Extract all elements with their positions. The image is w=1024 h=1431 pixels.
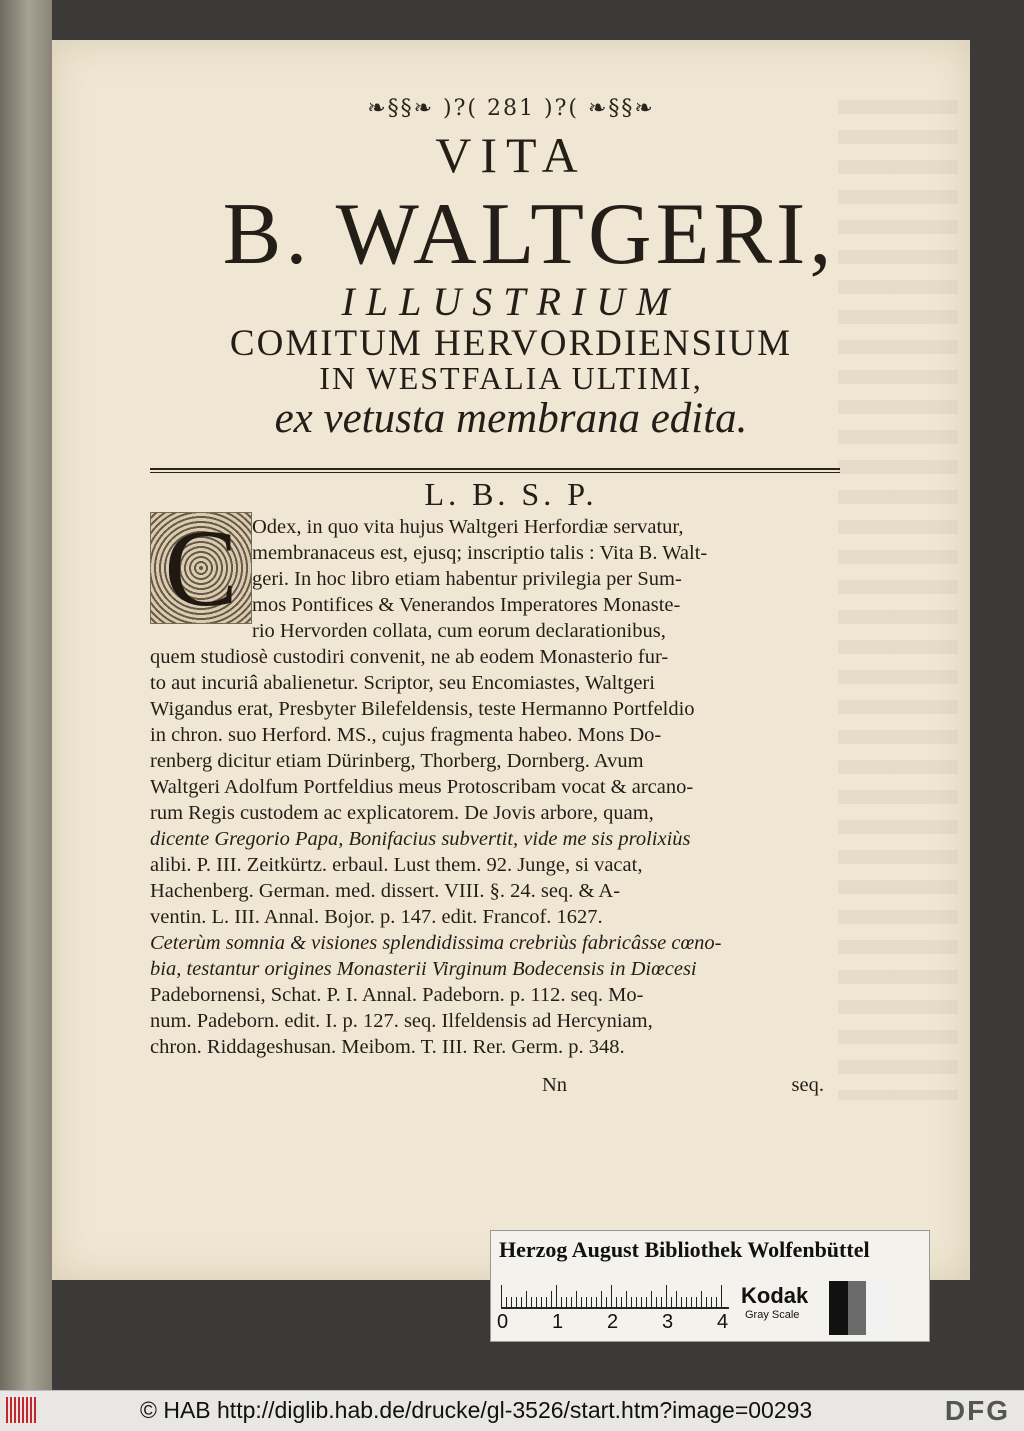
ruler-tick [606,1297,607,1307]
text-line: rio Hervorden collata, cum eorum declarationibus, [252,620,666,642]
ruler-tick [651,1291,652,1307]
book-page [52,40,970,1280]
ruler-tick [576,1291,577,1307]
ruler-tick [716,1297,717,1307]
gray-scale-label: Gray Scale [745,1309,800,1321]
ruler-tick [711,1297,712,1307]
gray-swatch [866,1281,885,1335]
catchword: seq. [791,1074,824,1096]
initial-letter: C [164,507,238,629]
text-line: quem studiosè custodiri convenit, ne ab eodem Monasterio fur- [150,646,669,668]
ruler-tick [521,1297,522,1307]
ruler-tick [501,1285,502,1307]
ruler-tick [561,1297,562,1307]
footer-url[interactable]: © HAB http://diglib.hab.de/drucke/gl-3526/start.htm?image=00293 [140,1397,813,1423]
text-line: bia, testantur origines Monasterii Virginum Bodecensis in Diœcesi [150,958,697,980]
text-line: Waltgeri Adolfum Portfeldius meus Protoscribam vocat & arcano- [150,776,694,798]
facing-page-edge [0,0,52,1390]
ruler-tick [511,1297,512,1307]
ruler-tick [691,1297,692,1307]
ruler-tick [536,1297,537,1307]
title-rule [150,468,840,473]
ruler-tick [686,1297,687,1307]
gray-swatch [829,1281,848,1335]
ruler-tick [616,1297,617,1307]
ruler-tick [656,1297,657,1307]
ruler-tick [721,1285,722,1307]
gray-swatch [848,1281,867,1335]
text-line: geri. In hoc libro etiam habentur privilegia per Sum- [252,568,682,590]
ruler-tick [676,1291,677,1307]
ruler-tick [646,1297,647,1307]
text-line: in chron. suo Herford. MS., cujus fragmenta habeo. Mons Do- [150,724,662,746]
ruler-tick [596,1297,597,1307]
gray-scale-swatches [829,1281,885,1335]
section-heading: L. B. S. P. [424,476,598,512]
text-line: Odex, in quo vita hujus Waltgeri Herfordiæ servatur, [252,516,684,538]
library-target-card [490,1230,930,1342]
text-line: ventin. L. III. Annal. Bojor. p. 147. edit. Francof. 1627. [150,906,603,928]
ruler-tick [546,1297,547,1307]
text-line: rum Regis custodem ac explicatorem. De Jovis arbore, quam, [150,802,654,824]
ruler-tick [706,1297,707,1307]
title-line-3: ILLUSTRIUM [341,279,681,324]
ruler-number: 3 [662,1311,674,1333]
ruler-tick [531,1297,532,1307]
ruler-tick [506,1297,507,1307]
text-line: alibi. P. III. Zeitkürtz. erbaul. Lust them. 92. Junge, si vacat, [150,854,643,876]
signature-line [150,1074,844,1100]
ruler-number: 2 [607,1311,619,1333]
ruler-tick [641,1297,642,1307]
hab-logo-icon [6,1397,36,1423]
scale-ruler [501,1283,729,1309]
text-line: dicente Gregorio Papa, Bonifacius subvertit, vide me sis prolixiùs [150,828,691,850]
ruler-tick [671,1297,672,1307]
ruler-tick [586,1297,587,1307]
ruler-tick [571,1297,572,1307]
ruler-tick [621,1297,622,1307]
title-line-4: COMITUM HERVORDIENSIUM [229,323,793,364]
title-line-2: B. WALTGERI, [222,186,836,283]
ruler-tick [526,1291,527,1307]
text-line: membranaceus est, ejusq; inscriptio talis : Vita B. Walt- [252,542,708,564]
ruler-tick [581,1297,582,1307]
ruler-tick [541,1297,542,1307]
body-text [150,514,844,1060]
signature-mark: Nn [542,1074,568,1096]
ruler-tick [701,1291,702,1307]
ruler-number: 0 [497,1311,509,1333]
ruler-number: 4 [717,1311,729,1333]
ruler-tick [611,1285,612,1307]
title-line-6: ex vetusta membrana edita. [274,395,748,442]
ruler-tick [626,1291,627,1307]
ruler-tick [696,1297,697,1307]
ruler-tick [601,1291,602,1307]
text-line: Hachenberg. German. med. dissert. VIII. §. 24. seq. & A- [150,880,621,902]
page-header: ❧§§❧ )?( 281 )?( ❧§§❧ [367,96,655,121]
kodak-logo: Kodak [741,1283,809,1308]
text-line: Ceterùm somnia & visiones splendidissima crebriùs fabricâsse cœno- [150,932,722,954]
text-line: renberg dicitur etiam Dürinberg, Thorberg, Dornberg. Avum [150,750,644,772]
ruler-tick [661,1297,662,1307]
text-line: chron. Riddageshusan. Meibom. T. III. Rer. Germ. p. 348. [150,1036,625,1058]
ruler-tick [681,1297,682,1307]
ruler-number: 1 [552,1311,564,1333]
ruler-tick [556,1285,557,1307]
viewer-footer [0,1390,1024,1431]
text-line: to aut incuriâ abalienetur. Scriptor, seu Encomiastes, Waltgeri [150,672,655,694]
text-line: mos Pontifices & Venerandos Imperatores Monaste- [252,594,681,616]
text-line: num. Padeborn. edit. I. p. 127. seq. Ilfeldensis ad Hercyniam, [150,1010,653,1032]
ruler-tick [666,1285,667,1307]
library-name: Herzog August Bibliothek Wolfenbüttel [499,1237,870,1262]
ruler-tick [631,1297,632,1307]
title-line-1: VITA [435,127,587,183]
ruler-tick [566,1297,567,1307]
text-line: Padebornensi, Schat. P. I. Annal. Padeborn. p. 112. seq. Mo- [150,984,644,1006]
ruler-tick [636,1297,637,1307]
text-line: Wigandus erat, Presbyter Bilefeldensis, teste Hermanno Portfeldio [150,698,695,720]
ruler-tick [591,1297,592,1307]
ruler-tick [551,1291,552,1307]
ruler-tick [516,1297,517,1307]
dfg-logo: DFG [944,1395,1010,1426]
title-line-5: IN WESTFALIA ULTIMI, [319,360,703,396]
